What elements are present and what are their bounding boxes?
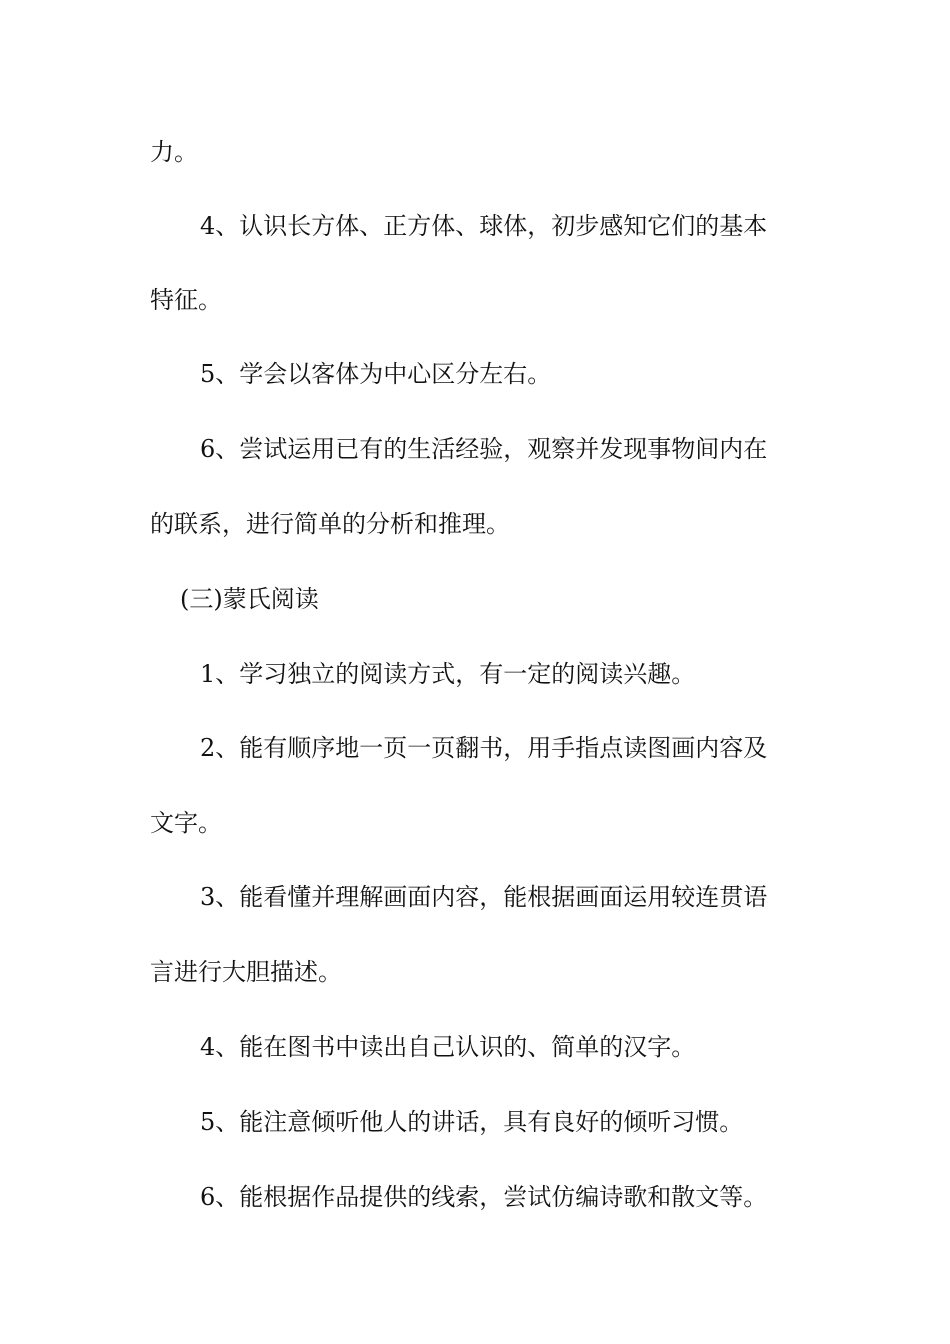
paragraph-line: 4、认识长方体、正方体、球体，初步感知它们的基本 (200, 212, 768, 240)
paragraph-line: 文字。 (150, 809, 222, 837)
paragraph-line: 2、能有顺序地一页一页翻书，用手指点读图画内容及 (200, 734, 768, 762)
paragraph-line: 5、学会以客体为中心区分左右。 (200, 360, 552, 388)
paragraph-line: 1、学习独立的阅读方式，有一定的阅读兴趣。 (200, 660, 696, 688)
paragraph-line: 4、能在图书中读出自己认识的、简单的汉字。 (200, 1033, 696, 1061)
paragraph-line: 5、能注意倾听他人的讲话，具有良好的倾听习惯。 (200, 1108, 744, 1136)
paragraph-line: 3、能看懂并理解画面内容，能根据画面运用较连贯语 (200, 883, 768, 911)
section-heading: (三)蒙氏阅读 (180, 585, 319, 613)
paragraph-line: 6、尝试运用已有的生活经验，观察并发现事物间内在 (200, 435, 768, 463)
paragraph-line: 特征。 (150, 286, 222, 314)
paragraph-line: 言进行大胆描述。 (150, 958, 342, 986)
paragraph-line: 力。 (150, 138, 198, 166)
paragraph-line: 6、能根据作品提供的线索，尝试仿编诗歌和散文等。 (200, 1183, 768, 1211)
paragraph-line: 的联系，进行简单的分析和推理。 (150, 510, 510, 538)
